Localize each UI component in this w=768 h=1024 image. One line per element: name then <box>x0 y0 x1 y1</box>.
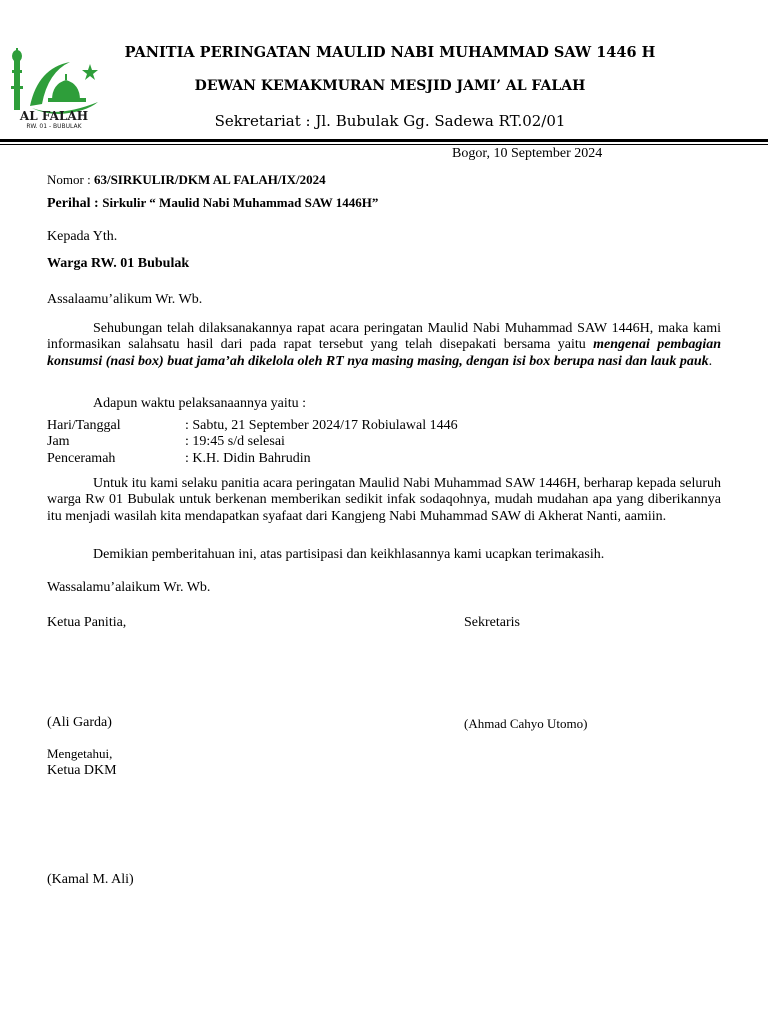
letter-date: Bogor, 10 September 2024 <box>452 146 603 161</box>
schedule-label-speaker: Penceramah <box>47 451 116 466</box>
paragraph-intro <box>47 321 721 370</box>
logo-subtext: RW. 01 - BUBULAK <box>26 123 82 130</box>
perihal-line <box>47 195 378 212</box>
perihal-value: Sirkulir “ Maulid Nabi Muhammad SAW 1446H” <box>102 195 379 210</box>
mosque-logo <box>8 46 106 130</box>
sekretaris-title: Sekretaris <box>464 615 520 630</box>
schedule-value-time: : 19:45 s/d selesai <box>185 434 285 449</box>
schedule-label-time: Jam <box>47 434 70 449</box>
nomor-label: Nomor : <box>47 172 94 187</box>
dkm-name: (Kamal M. Ali) <box>47 872 134 887</box>
header-rule-thick <box>0 139 768 142</box>
header-rule-thin <box>0 144 768 145</box>
dome-shape <box>52 80 80 100</box>
nomor-line <box>47 172 326 189</box>
paragraph-schedule-intro: Adapun waktu pelaksanaannya yaitu : <box>93 396 307 411</box>
ketua-name: (Ali Garda) <box>47 715 112 730</box>
salam-open: Assalaamu’alikum Wr. Wb. <box>47 292 203 307</box>
star-icon <box>82 64 98 80</box>
mengetahui-label: Mengetahui, <box>47 746 113 761</box>
header-address: Sekretariat : Jl. Bubulak Gg. Sadewa RT.02/01 <box>214 112 566 130</box>
minaret-shape <box>14 60 20 110</box>
ketua-title: Ketua Panitia, <box>47 615 127 630</box>
schedule-value-speaker: : K.H. Didin Bahrudin <box>185 451 311 466</box>
salam-close: Wassalamu’alaikum Wr. Wb. <box>47 580 211 595</box>
dkm-title: Ketua DKM <box>47 763 117 778</box>
recipient: Warga RW. 01 Bubulak <box>47 256 190 271</box>
perihal-label: Perihal : <box>47 196 103 211</box>
nomor-value: 63/SIRKULIR/DKM AL FALAH/IX/2024 <box>93 172 326 187</box>
paragraph-intro-end: . <box>708 353 713 369</box>
kepada-label: Kepada Yth. <box>47 229 118 244</box>
header-committee: PANITIA PERINGATAN MAULID NABI MUHAMMAD SAW 1446 H <box>124 44 656 61</box>
header-dkm: DEWAN KEMAKMURAN MESJID JAMI’ AL FALAH <box>194 78 586 94</box>
schedule-value-day: : Sabtu, 21 September 2024/17 Robiulawal 1446 <box>185 418 458 433</box>
paragraph-intro-text: Sehubungan telah dilaksanakannya rapat acara peringatan Maulid Nabi Muhammad SAW 1446H, maka kami informasikan salahsatu hasil dari pada rapat tersebut yang telah disepakati bersama yaitu <box>47 321 721 353</box>
schedule-label-day: Hari/Tanggal <box>47 418 121 433</box>
paragraph-closing: Demikian pemberitahuan ini, atas partisipasi dan keikhlasannya kami ucapkan terimakasih. <box>93 547 605 562</box>
paragraph-intro-emphasis: mengenai pembagian konsumsi (nasi box) buat jama’ah dikelola oleh RT nya masing masing, dengan isi box berupa nasi dan lauk pauk <box>47 337 721 369</box>
paragraph-infak: Untuk itu kami selaku panitia acara peringatan Maulid Nabi Muhammad SAW 1446H, berharap kepada seluruh warga Rw 01 Bubulak untuk berkenan memberikan sedikit infak sodaqohnya, mudah mudahan apa yang diberikannya itu menjadi wasilah kita mendapatkan syafaat dari Kangjeng Nabi Muhammad SAW di Akherat Nanti, aamiin. <box>47 476 721 524</box>
logo-text: AL FALAH <box>19 109 89 123</box>
sekretaris-name: (Ahmad Cahyo Utomo) <box>464 716 588 731</box>
